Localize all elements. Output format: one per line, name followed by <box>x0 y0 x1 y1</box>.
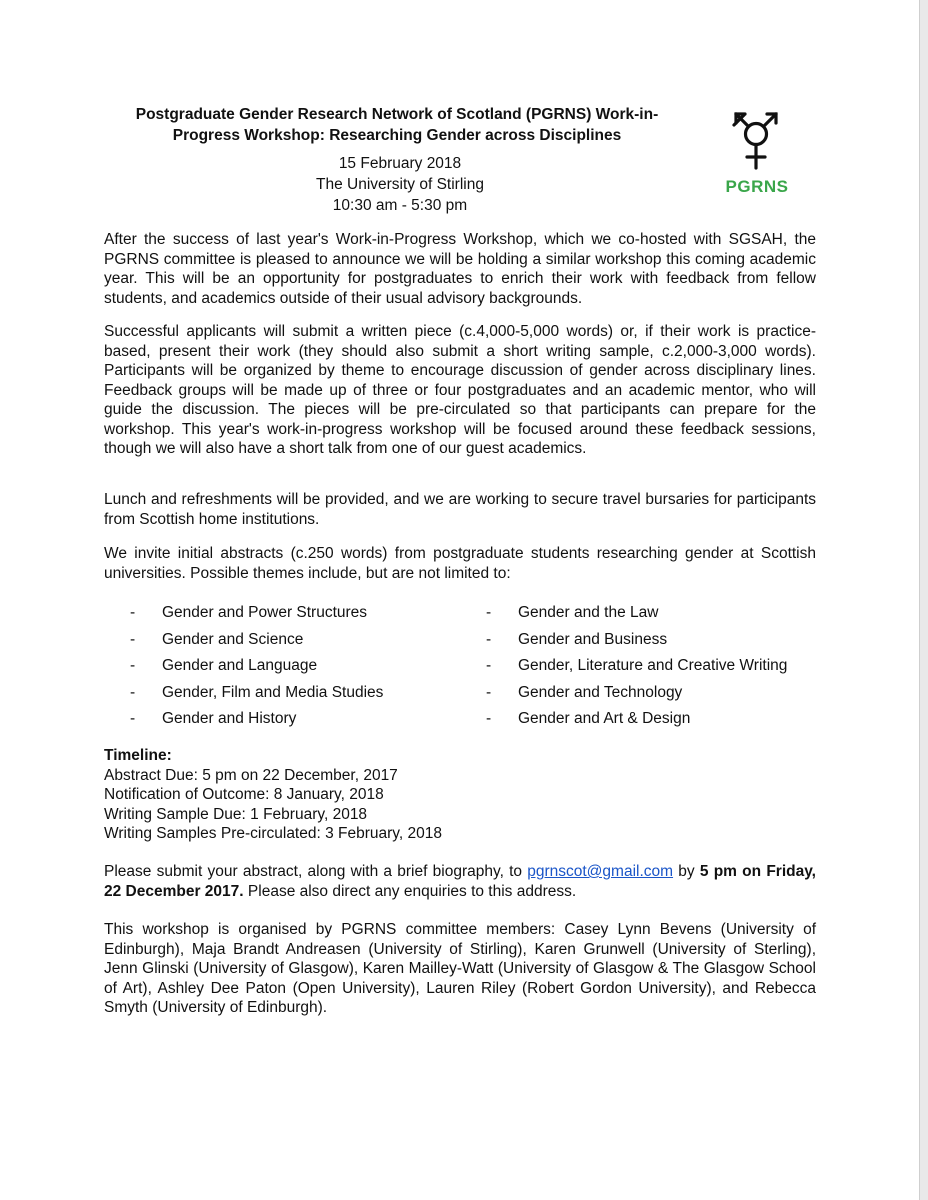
bullet-dash: - <box>130 657 136 674</box>
lunch-paragraph: Lunch and refreshments will be provided, and we are working to secure travel bursaries for participants from Scottish home institutions. <box>104 491 816 528</box>
theme-label: Gender and Technology <box>518 683 683 701</box>
bullet-dash: - <box>130 710 136 727</box>
invite-paragraph: We invite initial abstracts (c.250 words) from postgraduate students researching gender at Scottish universities. Possible themes include, but are not limited to: <box>104 545 816 582</box>
bullet-dash: - <box>130 604 136 621</box>
bullet-dash: - <box>130 683 136 701</box>
timeline-item: Writing Sample Due: 1 February, 2018 <box>104 805 368 823</box>
list-item <box>130 603 383 630</box>
theme-label: Gender, Literature and Creative Writing <box>518 657 788 674</box>
pgrns-logo <box>712 110 802 205</box>
document-title <box>102 104 692 146</box>
bullet-dash: - <box>486 604 492 621</box>
event-info <box>250 153 550 216</box>
email-link[interactable]: pgrnscot@gmail.com <box>527 863 674 880</box>
list-item <box>486 709 787 736</box>
bullet-dash: - <box>486 630 492 648</box>
themes-list-left <box>130 603 383 736</box>
theme-label: Gender and Business <box>518 630 668 648</box>
timeline-item: Writing Samples Pre-circulated: 3 February, 2018 <box>104 825 442 842</box>
event-time: 10:30 am - 5:30 pm <box>332 197 468 214</box>
details-paragraph: Successful applicants will submit a written piece (c.4,000-5,000 words) or, if their work is practice-based, present their work (they should also submit a short writing sample, c.2,000-3,000 words). Participants will be organized by theme to encourage discussion of gender across disciplinary lines. Feedback groups will be made up of three or four postgraduates and an academic mentor, who will guide the discussion. The pieces will be pre-circulated so that participants can prepare for the workshop. This year's work-in-progress workshop will be focused around these feedback sessions, though we will also have a short talk from one of our guest academics. <box>104 323 816 457</box>
list-item <box>486 656 787 683</box>
theme-label: Gender and Science <box>162 630 304 648</box>
theme-label: Gender and the Law <box>518 604 659 621</box>
theme-label: Gender and Language <box>162 657 318 674</box>
bullet-dash: - <box>486 683 492 701</box>
list-item <box>486 683 787 710</box>
title-line-2: Progress Workshop: Researching Gender across Disciplines <box>172 127 622 144</box>
title-line-1: Postgraduate Gender Research Network of Scotland (PGRNS) Work-in- <box>135 106 659 123</box>
theme-label: Gender and History <box>162 710 297 727</box>
submit-text: Please submit your abstract, along with a brief biography, to <box>104 863 528 880</box>
list-item <box>486 603 787 630</box>
submit-paragraph <box>104 862 816 901</box>
theme-label: Gender and Art & Design <box>518 710 691 727</box>
list-item <box>130 656 383 683</box>
theme-label: Gender, Film and Media Studies <box>162 683 384 701</box>
themes-list-right <box>486 603 787 736</box>
theme-label: Gender and Power Structures <box>162 604 368 621</box>
submit-deadline: 5 pm on Friday, 22 December 2017. <box>104 863 816 900</box>
event-date: 15 February 2018 <box>338 155 462 172</box>
timeline-item: Notification of Outcome: 8 January, 2018 <box>104 786 384 803</box>
bullet-dash: - <box>486 657 492 674</box>
timeline-heading: Timeline: <box>104 747 172 764</box>
bullet-dash: - <box>486 710 492 727</box>
intro-paragraph: After the success of last year's Work-in-Progress Workshop, which we co-hosted with SGSAH, the PGRNS committee is pleased to announce we will be holding a similar workshop this coming academic year. This will be an opportunity for postgraduates to enrich their work with feedback from fellow students, and academics outside of their usual advisory backgrounds. <box>104 231 816 307</box>
event-venue: The University of Stirling <box>316 176 484 193</box>
bullet-dash: - <box>130 630 136 648</box>
logo-text: PGRNS <box>725 177 789 196</box>
organisers-paragraph: This workshop is organised by PGRNS committee members: Casey Lynn Bevens (University of Edinburgh), Maja Brandt Andreasen (University of Stirling), Karen Grunwell (University of Sterling), Jenn Glinski (University of Glasgow), Karen Mailley-Watt (University of Glasgow & The Glasgow School of Art), Ashley Dee Paton (Open University), Lauren Riley (Robert Gordon University), and Rebecca Smyth (University of Edinburgh). <box>104 921 816 1016</box>
list-item <box>130 683 383 710</box>
page-edge <box>919 0 928 1200</box>
submit-enquiries: Please also direct any enquiries to this address. <box>243 882 577 900</box>
list-item <box>486 630 787 657</box>
submit-by: by <box>673 863 700 880</box>
list-item <box>130 630 383 657</box>
gender-symbol-icon <box>712 110 802 176</box>
timeline <box>104 746 442 844</box>
timeline-item: Abstract Due: 5 pm on 22 December, 2017 <box>104 766 398 784</box>
list-item <box>130 709 383 736</box>
